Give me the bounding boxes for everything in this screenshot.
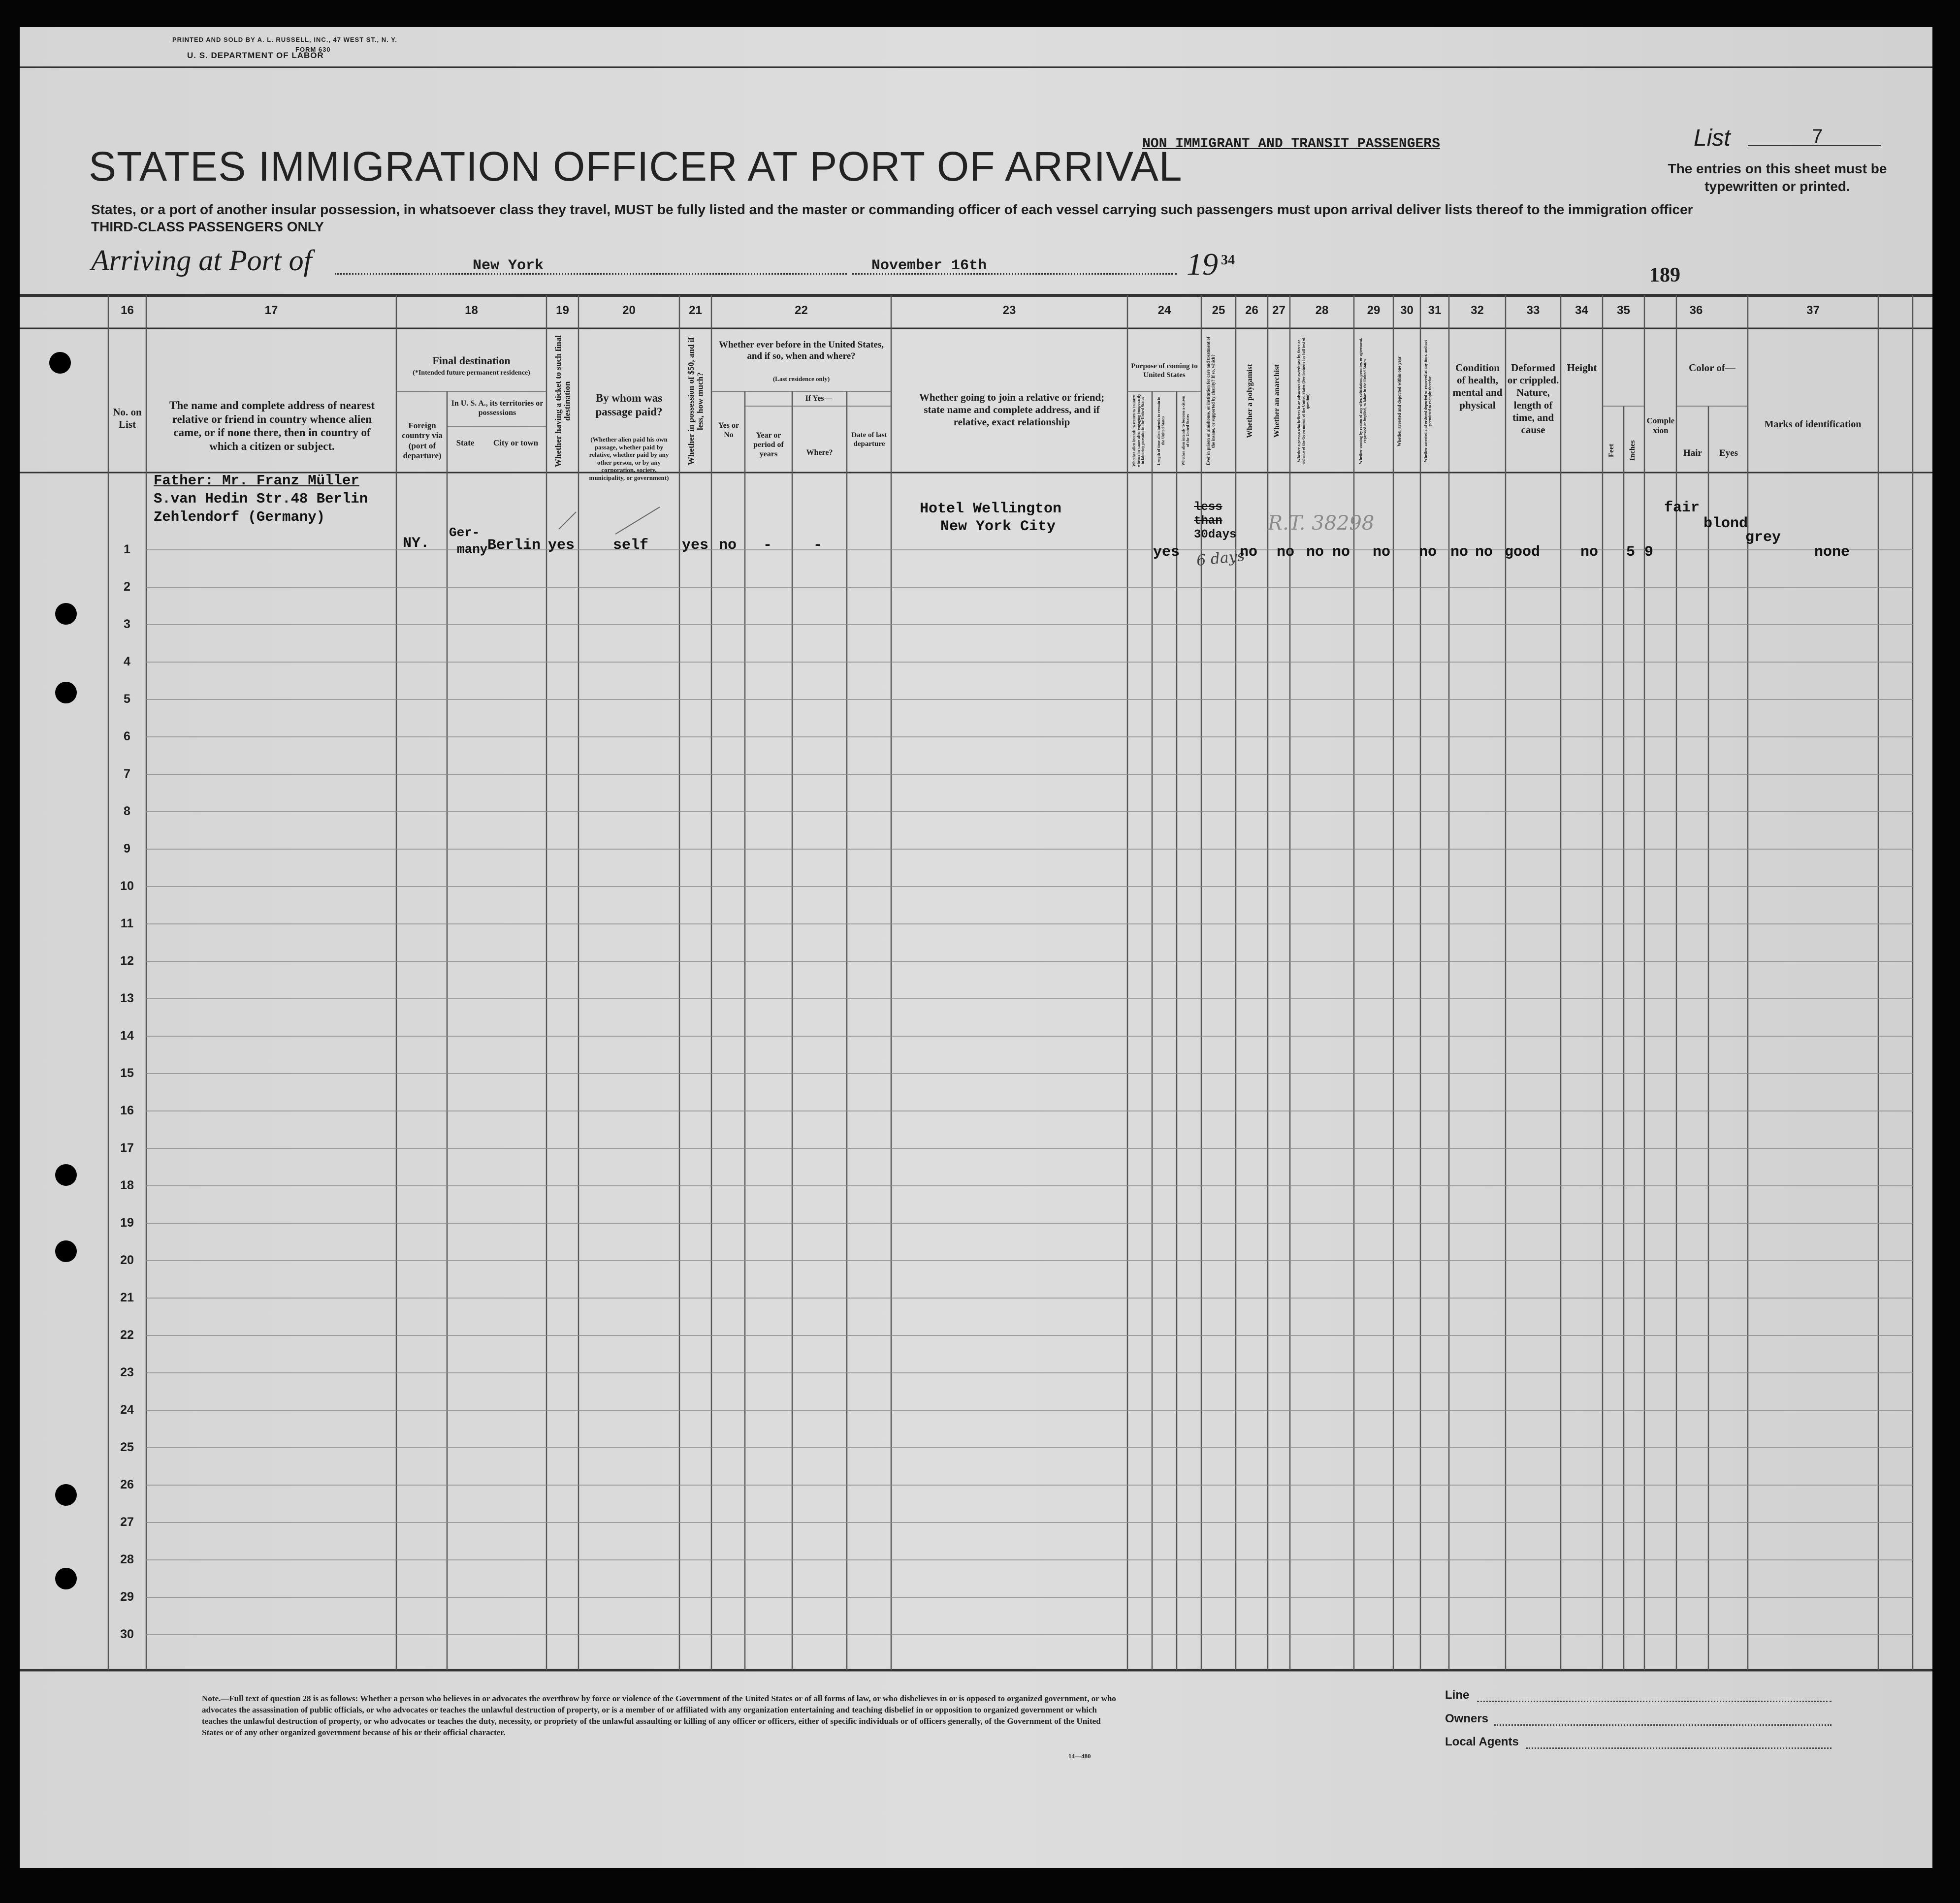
entry-c29: no [1419, 544, 1437, 561]
row-number: 21 [120, 1291, 134, 1304]
entry-annotation: R.T. 38298 [1268, 512, 1375, 535]
printer-line: PRINTED AND SOLD BY A. L. RUSSELL, INC., 47 WEST ST., N. Y. [172, 36, 397, 43]
header-anarchist: Whether an anarchist [1273, 364, 1281, 438]
entry-length-line1: less [1194, 501, 1222, 514]
header-state: State [456, 438, 475, 447]
col-number-37: 37 [1806, 304, 1820, 317]
entry-length-line3: 30days [1194, 528, 1237, 541]
col-number-21: 21 [689, 304, 702, 317]
header-where: Where? [806, 448, 833, 457]
header-height: Height [1567, 362, 1597, 374]
header-complexion: Complexion [1646, 416, 1675, 436]
row-number: 20 [120, 1253, 134, 1267]
header-deformed: Deformed or crippled. Nature, length of time, and cause [1507, 362, 1559, 436]
header-citizen-intent: Whether alien intends to become a citizen of the United States [1181, 395, 1190, 466]
header-labor-offer: Whether coming by reason of any offer, solicitation, promise, or agreement, expressed or implied, to labor in the United States [1358, 338, 1367, 465]
arriving-label: Arriving at Port of [91, 244, 312, 277]
entry-inches: 9 [1644, 544, 1654, 561]
row-number: 15 [120, 1066, 134, 1080]
entry-c27: no [1332, 544, 1350, 561]
col-number-24: 24 [1157, 304, 1171, 317]
row-number: 23 [120, 1365, 134, 1379]
row-number: 25 [120, 1440, 134, 1454]
row-number: 16 [120, 1104, 134, 1117]
row-number: 7 [124, 767, 130, 781]
header-final-destination: Final destination [432, 354, 511, 367]
col-number-30: 30 [1400, 304, 1414, 317]
row-number: 13 [120, 991, 134, 1005]
header-length-stay: Length of time alien intends to remain in the United States [1157, 396, 1165, 465]
entry-joining-line2: New York City [940, 518, 1056, 535]
instructions-line: States, or a port of another insular possession, in whatsoever class they travel, MUST be fully listed and the master or commanding officer of each vessel carrying such passengers must upon arrival deliver lists thereof to the immigration officer [91, 202, 1693, 217]
entry-before-in-us: no [719, 537, 737, 554]
col-number-27: 27 [1272, 304, 1285, 317]
col-number-25: 25 [1212, 304, 1225, 317]
typewritten-instruction: The entries on this sheet must be typewritten or printed. [1668, 161, 1887, 194]
row-number: 19 [120, 1216, 134, 1230]
entry-c26: no [1306, 544, 1324, 561]
col-number-36: 36 [1689, 304, 1703, 317]
col-number-17: 17 [264, 304, 278, 317]
agents-field [1526, 1747, 1831, 1749]
row-number: 18 [120, 1178, 134, 1192]
entry-eyes: grey [1745, 529, 1781, 546]
list-number: 7 [1812, 126, 1823, 147]
row-number: 30 [120, 1627, 134, 1641]
col-number-32: 32 [1471, 304, 1484, 317]
header-final-destination-note: (*Intended future permanent residence) [413, 369, 530, 377]
entry-ticket: yes [548, 537, 575, 554]
owners-label: Owners [1445, 1712, 1489, 1725]
header-no-on-list: No. on List [113, 406, 142, 431]
row-number: 9 [124, 842, 130, 856]
date-value: November 16th [871, 257, 987, 274]
class-stamp: NON IMMIGRANT AND TRANSIT PASSENGERS [1142, 136, 1440, 152]
entry-marks: none [1814, 544, 1850, 561]
header-passage-note: (Whether alien paid his own passage, whether paid by relative, whether paid by any other person, or by any corporation, society, municipality, or government) [589, 436, 669, 481]
header-year-period: Year or period of years [753, 431, 784, 459]
department-line: U. S. DEPARTMENT OF LABOR [187, 51, 324, 60]
entry-state-line2: many [457, 542, 488, 557]
row-number: 28 [120, 1553, 134, 1566]
entry-c25: no [1277, 544, 1295, 561]
year-prefix: 19 [1187, 247, 1218, 282]
pencil-marks [559, 507, 660, 534]
row-number: 22 [120, 1328, 134, 1342]
header-fifty-dollars: Whether in possession of $50, and if less, how much? [686, 337, 705, 465]
row-number: 6 [124, 729, 130, 743]
entry-health: good [1505, 544, 1541, 561]
header-deported-ordered: Whether arrested and ordered deported or removed at any time, and not permitted to reapply therefor [1423, 340, 1432, 463]
header-prison: Ever in prison or almshouse, or institution for care and treatment of the insane, or supported by charity? If so, which? [1206, 337, 1216, 466]
col-number-28: 28 [1315, 304, 1329, 317]
entry-state-line1: Ger- [449, 525, 480, 540]
entry-c31: no [1475, 544, 1493, 561]
row-number: 5 [124, 692, 130, 706]
col-number-19: 19 [556, 304, 569, 317]
form-line: FORM 630 [295, 46, 331, 53]
header-foreign-country: Foreign country via (port of departure) [402, 421, 443, 461]
entry-c30: no [1450, 544, 1469, 561]
header-hair: Hair [1683, 448, 1702, 458]
row-number: 17 [120, 1141, 134, 1155]
entry-via: NY. [403, 535, 430, 552]
header-before-note: (Last residence only) [772, 375, 830, 382]
entry-complexion: fair [1664, 500, 1700, 516]
table-grid [20, 27, 1932, 1868]
col-number-26: 26 [1245, 304, 1258, 317]
col-number-16: 16 [121, 304, 134, 317]
year-suffix: 34 [1221, 253, 1235, 268]
entry-has-fifty: yes [682, 537, 709, 554]
row-number: 14 [120, 1029, 134, 1043]
row-number: 10 [120, 879, 134, 893]
row-number: 12 [120, 954, 134, 968]
header-if-yes: If Yes— [805, 394, 832, 403]
col-number-31: 31 [1428, 304, 1442, 317]
entry-feet: 5 [1626, 544, 1636, 561]
class-line: THIRD-CLASS PASSENGERS ONLY [91, 219, 324, 234]
row-number: 2 [124, 580, 130, 594]
header-polygamist: Whether a polygamist [1246, 364, 1254, 439]
col-number-18: 18 [465, 304, 478, 317]
entry-where: - [813, 537, 823, 554]
header-ticket: Whether having a ticket to such final destination [553, 335, 572, 467]
col-number-29: 29 [1367, 304, 1381, 317]
entry-become-citizen: no [1240, 544, 1258, 561]
row-number: 1 [124, 542, 130, 556]
page-number: 189 [1649, 264, 1680, 286]
header-inches: Inches [1629, 440, 1637, 461]
entry-length-handwritten: 6 days [1195, 547, 1246, 570]
col-number-34: 34 [1575, 304, 1588, 317]
entry-joining-line1: Hotel Wellington [920, 501, 1062, 517]
header-deported-year: Whether arrested and deported within one year [1397, 356, 1402, 446]
entry-relative-line1: Father: Mr. Franz Müller [154, 473, 359, 489]
header-health: Condition of health, mental and physical [1452, 362, 1503, 411]
header-city: City or town [493, 438, 539, 447]
entry-city: Berlin [487, 537, 541, 554]
row-number: 26 [120, 1478, 134, 1491]
header-passage-paid: By whom was passage paid? [595, 392, 663, 418]
list-label: List [1694, 125, 1731, 151]
header-marks: Marks of identification [1764, 419, 1862, 430]
col-number-33: 33 [1526, 304, 1540, 317]
row-number: 29 [120, 1590, 134, 1604]
header-eyes: Eyes [1719, 448, 1738, 458]
page-title: STATES IMMIGRATION OFFICER AT PORT OF ARRIVAL [89, 143, 1183, 190]
header-feet: Feet [1607, 444, 1615, 457]
entry-length-line2: than [1194, 514, 1222, 528]
header-overthrow: Whether a person who believes in or advocates the overthrow by force or violence of the Government of the United States (See footnote for full text of question) [1297, 337, 1310, 465]
row-number: 27 [120, 1515, 134, 1529]
row-number: 8 [124, 804, 130, 818]
header-return-intent: Whether alien intends to return to country whence he came after engaging temporarily in laboring pursuits in the United States [1132, 394, 1145, 468]
header-date-departure: Date of last departure [851, 431, 887, 448]
owners-field [1494, 1724, 1831, 1726]
entry-year-period: - [763, 537, 772, 554]
row-number: 3 [124, 617, 130, 631]
col-number-35: 35 [1617, 304, 1630, 317]
entry-purpose: yes [1153, 544, 1180, 561]
header-in-usa: In U. S. A., its territories or possessions [451, 399, 544, 417]
col-number-23: 23 [1002, 304, 1016, 317]
form-code: 14—480 [1068, 1752, 1091, 1760]
col-number-20: 20 [622, 304, 636, 317]
footnote: Note.—Full text of question 28 is as follows: Whether a person who believes in or advocates the overthrow by force or violence of the Government of the United States or of all forms of law, or who disbelieves in or is opposed to organized government, or who advocates the assassination of public officials, or who advocates or teaches the unlawful destruction of property, or is a member of or affiliated with any organization entertaining and teaching disbelief in or opposition to organized government or which teaches the unlawful destruction of property, or who advocates or teaches the duty, necessity, or propriety of the unlawful assaulting or killing of any officer or officers, either of specific individuals or of officers generally, of the Government of the United States or of any other organized government because of his or their official character. [202, 1694, 1116, 1737]
line-label: Line [1445, 1688, 1470, 1702]
header-color-of: Color of— [1689, 362, 1735, 374]
manifest-sheet [20, 27, 1932, 1868]
row-lines [146, 550, 1913, 1635]
header-purpose: Purpose of coming to United States [1131, 362, 1198, 379]
row-number: 24 [120, 1403, 134, 1417]
entry-deformed: no [1580, 544, 1599, 561]
entry-relative-line3: Zehlendorf (Germany) [154, 509, 325, 525]
line-field [1477, 1701, 1831, 1702]
header-yes-or-no: Yes or No [718, 421, 739, 440]
header-before-in-us: Whether ever before in the United States, and if so, when and where? [718, 340, 884, 361]
row-number: 4 [124, 655, 130, 668]
entry-c28: no [1373, 544, 1391, 561]
port-value: New York [473, 257, 544, 274]
header-relative-address: The name and complete address of nearest relative or friend in country whence alien came, or if none there, then in country of which a citizen or subject. [169, 399, 375, 452]
entry-relative-line2: S.van Hedin Str.48 Berlin [154, 491, 368, 507]
header-joining: Whether going to join a relative or friend; state name and complete address, and if relative, exact relationship [919, 391, 1105, 428]
row-number: 11 [120, 917, 134, 930]
entry-hair: blond [1703, 515, 1748, 532]
agents-label: Local Agents [1445, 1735, 1519, 1748]
entry-passage-paid: self [613, 537, 649, 554]
col-number-22: 22 [795, 304, 808, 317]
